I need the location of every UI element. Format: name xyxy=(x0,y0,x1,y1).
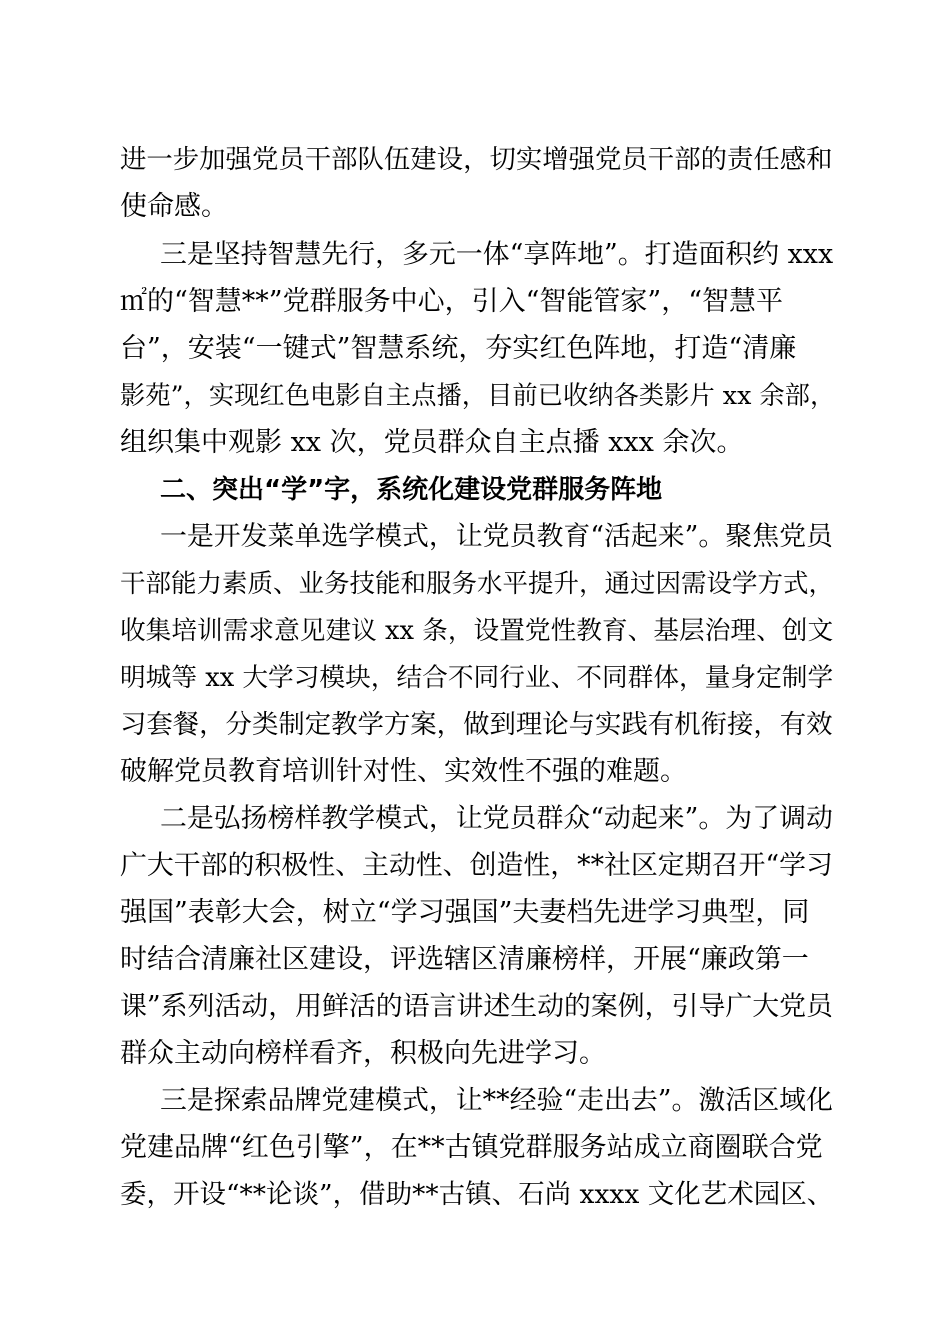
text-line: 群众主动向榜样看齐，积极向先进学习。 xyxy=(120,1038,606,1069)
text-line: 影苑”，实现红色电影自主点播，目前已收纳各类影片 xx 余部， xyxy=(120,381,836,410)
text-line: 党建品牌“红色引擎”，在**古镇党群服务站成立商圈联合党 xyxy=(120,1132,823,1163)
text-line: 强国”表彰大会，树立“学习强国”夫妻档先进学习典型，同 xyxy=(120,897,810,928)
text-line: 使命感。 xyxy=(120,191,228,222)
text-line: 干部能力素质、业务技能和服务水平提升，通过因需设学方式， xyxy=(120,569,835,599)
text-line: 台”，安装“一键式”智慧系统，夯实红色阵地，打造“清廉 xyxy=(120,333,797,364)
paragraph-first-line: 三是坚持智慧先行，多元一体“享阵地”。打造面积约 xxx xyxy=(160,239,834,270)
text-line: 明城等 xx 大学习模块，结合不同行业、不同群体，量身定制学 xyxy=(120,663,834,693)
text-line: 委，开设“**论谈”，借助**古镇、石尚 xxxx 文化艺术园区、 xyxy=(120,1179,834,1210)
paragraph-first-line: 三是探索品牌党建模式，让**经验“走出去”。激活区域化 xyxy=(160,1085,833,1116)
section-heading: 二、突出“学”字，系统化建设党群服务阵地 xyxy=(160,475,663,505)
text-line: 进一步加强党员干部队伍建设，切实增强党员干部的责任感和 xyxy=(120,144,833,175)
text-line: 组织集中观影 xx 次，党员群众自主点播 xxx 余次。 xyxy=(120,427,744,458)
paragraph-first-line: 二是弘扬榜样教学模式，让党员群众“动起来”。为了调动 xyxy=(160,803,833,834)
text-line: 广大干部的积极性、主动性、创造性，**社区定期召开“学习 xyxy=(120,850,833,881)
paragraph-first-line: 一是开发菜单选学模式，让党员教育“活起来”。聚焦党员 xyxy=(160,521,833,552)
text-line: ㎡的“智慧**”党群服务中心，引入“智能管家”，“智慧平 xyxy=(120,286,784,317)
text-line: 破解党员教育培训针对性、实效性不强的难题。 xyxy=(120,756,687,787)
text-line: 时结合清廉社区建设，评选辖区清廉榜样，开展“廉政第一 xyxy=(120,944,809,975)
text-line: 习套餐，分类制定教学方案，做到理论与实践有机衔接，有效 xyxy=(120,709,833,740)
text-line: 收集培训需求意见建议 xx 条，设置党性教育、基层治理、创文 xyxy=(120,616,834,646)
text-line: 课”系列活动，用鲜活的语言讲述生动的案例，引导广大党员 xyxy=(120,991,833,1022)
